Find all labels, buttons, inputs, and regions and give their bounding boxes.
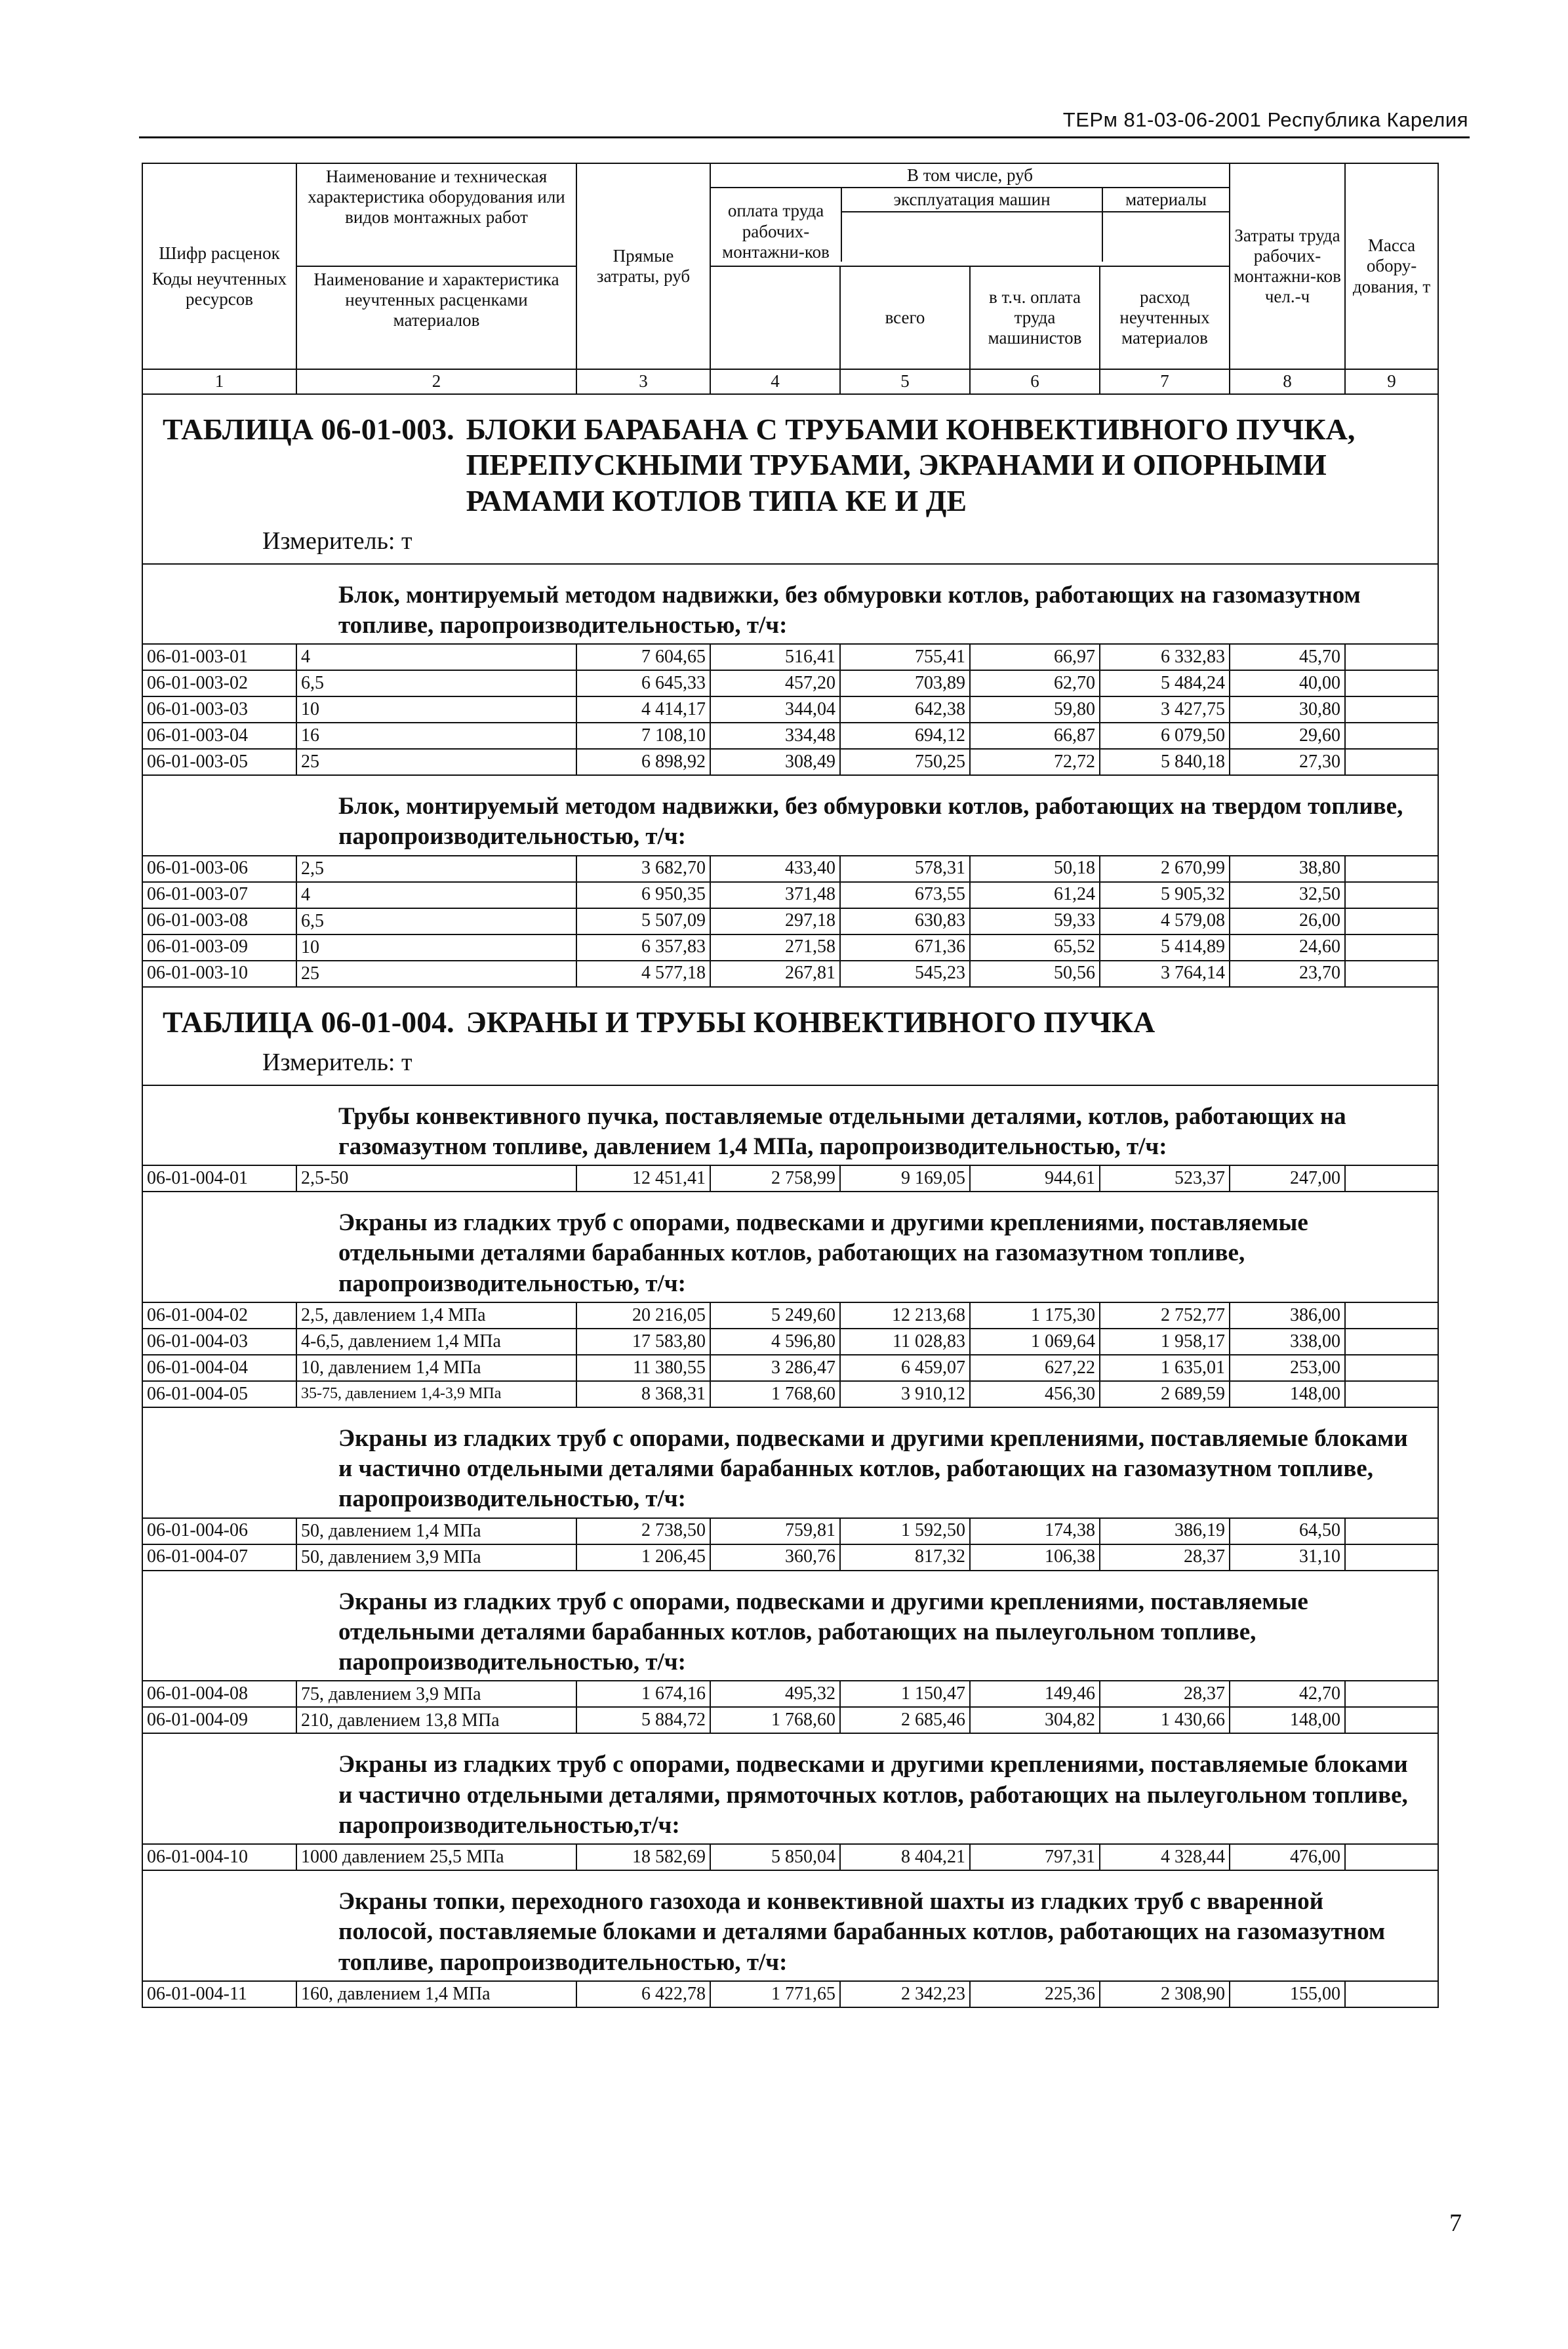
machines-total: 671,36 — [840, 934, 970, 961]
materials-cost: 6 332,83 — [1100, 644, 1230, 670]
group-caption: Блок, монтируемый методом надвижки, без обмуровки котлов, работающих на твердом топливе, паропроизводительностью, т/ч: — [142, 775, 1438, 856]
materials-cost: 2 308,90 — [1100, 1981, 1230, 2007]
machines-total: 703,89 — [840, 670, 970, 696]
machinists-pay: 66,87 — [970, 723, 1100, 749]
direct-cost: 20 216,05 — [576, 1302, 710, 1329]
direct-cost: 6 357,83 — [576, 934, 710, 961]
equipment-mass — [1345, 1544, 1438, 1571]
meter-label: Измеритель: т — [142, 1045, 1438, 1085]
machinists-pay: 944,61 — [970, 1165, 1100, 1192]
col-direct: Прямые затраты, руб — [576, 163, 710, 369]
labor-hours: 42,70 — [1230, 1681, 1345, 1707]
materials-cost: 5 840,18 — [1100, 749, 1230, 775]
equipment-mass — [1345, 1518, 1438, 1544]
rate-capacity: 25 — [296, 961, 576, 987]
col-num: 7 — [1100, 369, 1230, 394]
labor-pay: 4 596,80 — [710, 1329, 840, 1355]
rate-capacity: 4-6,5, давлением 1,4 МПа — [296, 1329, 576, 1355]
rate-code: 06-01-004-02 — [142, 1302, 296, 1329]
machines-total: 11 028,83 — [840, 1329, 970, 1355]
table-row — [142, 1302, 1438, 1329]
direct-cost: 7 108,10 — [576, 723, 710, 749]
equipment-mass — [1345, 1681, 1438, 1707]
equipment-mass — [1345, 882, 1438, 908]
machinists-pay: 50,18 — [970, 856, 1100, 882]
equipment-mass — [1345, 723, 1438, 749]
labor-hours: 26,00 — [1230, 908, 1345, 934]
materials-cost: 28,37 — [1100, 1681, 1230, 1707]
table-label: ТАБЛИЦА 06-01-004. — [163, 1005, 454, 1039]
direct-cost: 11 380,55 — [576, 1355, 710, 1381]
group-caption-row — [142, 775, 1438, 856]
labor-hours: 32,50 — [1230, 882, 1345, 908]
labor-hours: 386,00 — [1230, 1302, 1345, 1329]
direct-cost: 6 422,78 — [576, 1981, 710, 2007]
labor-pay: 1 771,65 — [710, 1981, 840, 2007]
machines-total: 2 342,23 — [840, 1981, 970, 2007]
machines-total: 750,25 — [840, 749, 970, 775]
machines-total: 673,55 — [840, 882, 970, 908]
equipment-mass — [1345, 908, 1438, 934]
materials-cost: 523,37 — [1100, 1165, 1230, 1192]
table-row — [142, 882, 1438, 908]
rate-capacity: 2,5, давлением 1,4 МПа — [296, 1302, 576, 1329]
table-meter — [142, 1045, 1438, 1085]
rate-code: 06-01-004-04 — [142, 1355, 296, 1381]
group-caption: Экраны из гладких труб с опорами, подвесками и другими креплениями, поставляемые отдельными деталями барабанных котлов, работающих на газомазутном топливе, паропроизводительностью, т/ч: — [142, 1192, 1438, 1302]
materials-cost: 1 430,66 — [1100, 1707, 1230, 1733]
materials-cost: 1 635,01 — [1100, 1355, 1230, 1381]
page-number: 7 — [1449, 2209, 1462, 2237]
rate-code: 06-01-004-08 — [142, 1681, 296, 1707]
materials-cost: 2 689,59 — [1100, 1381, 1230, 1407]
rate-capacity: 160, давлением 1,4 МПа — [296, 1981, 576, 2007]
equipment-mass — [1345, 1844, 1438, 1870]
labor-hours: 30,80 — [1230, 696, 1345, 723]
rate-code: 06-01-003-10 — [142, 961, 296, 987]
equipment-mass — [1345, 1381, 1438, 1407]
rates-table — [142, 163, 1439, 2008]
table-row — [142, 1544, 1438, 1571]
col-name-top: Наименование и техническая характеристика оборудования или видов монтажных работ — [296, 163, 576, 266]
labor-pay: 516,41 — [710, 644, 840, 670]
group-caption-row — [142, 1870, 1438, 1981]
group-caption-row — [142, 1407, 1438, 1518]
col-labor-cost: Затраты труда рабочих-монтажни-ков чел.-ч — [1230, 163, 1345, 369]
machinists-pay: 106,38 — [970, 1544, 1100, 1571]
col-num: 3 — [576, 369, 710, 394]
equipment-mass — [1345, 1981, 1438, 2007]
direct-cost: 4 414,17 — [576, 696, 710, 723]
machines-total: 578,31 — [840, 856, 970, 882]
direct-cost: 1 674,16 — [576, 1681, 710, 1707]
running-header: ТЕРм 81-03-06-2001 Республика Карелия — [1062, 108, 1468, 131]
group-caption-row — [142, 1192, 1438, 1302]
rate-capacity: 75, давлением 3,9 МПа — [296, 1681, 576, 1707]
machinists-pay: 225,36 — [970, 1981, 1100, 2007]
machines-total: 2 685,46 — [840, 1707, 970, 1733]
machinists-pay: 456,30 — [970, 1381, 1100, 1407]
col-machinists: в т.ч. оплата труда машинистов — [970, 266, 1100, 369]
labor-hours: 24,60 — [1230, 934, 1345, 961]
labor-hours: 247,00 — [1230, 1165, 1345, 1192]
table-meter — [142, 524, 1438, 564]
labor-hours: 476,00 — [1230, 1844, 1345, 1870]
table-row — [142, 1518, 1438, 1544]
col-num: 8 — [1230, 369, 1345, 394]
col-machines: эксплуатация машин — [842, 188, 1102, 212]
equipment-mass — [1345, 670, 1438, 696]
direct-cost: 6 898,92 — [576, 749, 710, 775]
equipment-mass — [1345, 1355, 1438, 1381]
labor-pay: 5 850,04 — [710, 1844, 840, 1870]
equipment-mass — [1345, 1707, 1438, 1733]
col-num: 2 — [296, 369, 576, 394]
labor-pay: 457,20 — [710, 670, 840, 696]
machinists-pay: 149,46 — [970, 1681, 1100, 1707]
table-row — [142, 961, 1438, 987]
materials-cost: 4 328,44 — [1100, 1844, 1230, 1870]
direct-cost: 7 604,65 — [576, 644, 710, 670]
labor-pay: 759,81 — [710, 1518, 840, 1544]
direct-cost: 1 206,45 — [576, 1544, 710, 1571]
materials-cost: 2 752,77 — [1100, 1302, 1230, 1329]
rate-capacity: 4 — [296, 882, 576, 908]
col-num: 1 — [142, 369, 296, 394]
rate-code: 06-01-003-05 — [142, 749, 296, 775]
col-materials: материалы — [1103, 188, 1229, 212]
table-row — [142, 1844, 1438, 1870]
rate-capacity: 16 — [296, 723, 576, 749]
table-row — [142, 934, 1438, 961]
materials-cost: 5 905,32 — [1100, 882, 1230, 908]
machines-total: 630,83 — [840, 908, 970, 934]
machinists-pay: 1 175,30 — [970, 1302, 1100, 1329]
equipment-mass — [1345, 1302, 1438, 1329]
machinists-pay: 62,70 — [970, 670, 1100, 696]
table-row — [142, 1381, 1438, 1407]
materials-cost: 386,19 — [1100, 1518, 1230, 1544]
group-caption-row — [142, 1733, 1438, 1844]
equipment-mass — [1345, 696, 1438, 723]
equipment-mass — [1345, 749, 1438, 775]
machines-total: 817,32 — [840, 1544, 970, 1571]
machines-total: 545,23 — [840, 961, 970, 987]
group-caption: Экраны топки, переходного газохода и конвективной шахты из гладких труб с вваренной полосой, поставляемые блоками и деталями барабанных котлов, работающих на газомазутном топливе, паропроизводительностью, т/ч: — [142, 1870, 1438, 1981]
direct-cost: 17 583,80 — [576, 1329, 710, 1355]
materials-cost: 5 484,24 — [1100, 670, 1230, 696]
rate-code: 06-01-003-01 — [142, 644, 296, 670]
col-name-bottom: Наименование и характеристика неучтенных расценками материалов — [296, 266, 576, 369]
machinists-pay: 59,33 — [970, 908, 1100, 934]
labor-pay: 344,04 — [710, 696, 840, 723]
col-code-bottom: Коды неучтенных ресурсов — [142, 266, 296, 369]
materials-cost: 2 670,99 — [1100, 856, 1230, 882]
materials-cost: 4 579,08 — [1100, 908, 1230, 934]
labor-hours: 155,00 — [1230, 1981, 1345, 2007]
direct-cost: 5 884,72 — [576, 1707, 710, 1733]
rate-capacity: 6,5 — [296, 670, 576, 696]
rate-code: 06-01-004-10 — [142, 1844, 296, 1870]
equipment-mass — [1345, 934, 1438, 961]
machinists-pay: 627,22 — [970, 1355, 1100, 1381]
labor-hours: 40,00 — [1230, 670, 1345, 696]
direct-cost: 3 682,70 — [576, 856, 710, 882]
rate-capacity: 1000 давлением 25,5 МПа — [296, 1844, 576, 1870]
group-caption-row — [142, 1571, 1438, 1681]
materials-cost: 1 958,17 — [1100, 1329, 1230, 1355]
rate-code: 06-01-004-06 — [142, 1518, 296, 1544]
rate-code: 06-01-003-03 — [142, 696, 296, 723]
table-section-title — [142, 394, 1438, 524]
rate-capacity: 50, давлением 1,4 МПа — [296, 1518, 576, 1544]
machines-total: 1 592,50 — [840, 1518, 970, 1544]
group-caption: Блок, монтируемый методом надвижки, без обмуровки котлов, работающих на газомазутном топливе, паропроизводительностью, т/ч: — [142, 564, 1438, 645]
col-num: 6 — [970, 369, 1100, 394]
labor-pay: 1 768,60 — [710, 1707, 840, 1733]
rate-code: 06-01-004-07 — [142, 1544, 296, 1571]
labor-pay: 267,81 — [710, 961, 840, 987]
col-including-group — [710, 163, 1230, 266]
direct-cost: 4 577,18 — [576, 961, 710, 987]
table-row — [142, 644, 1438, 670]
header-row-1 — [142, 163, 1438, 266]
rate-code: 06-01-004-11 — [142, 1981, 296, 2007]
table-row — [142, 1707, 1438, 1733]
rate-code: 06-01-003-02 — [142, 670, 296, 696]
group-caption: Экраны из гладких труб с опорами, подвесками и другими креплениями, поставляемые блоками и частично отдельными деталями, прямоточных котлов, работающих на пылеугольном топливе, паропроизводительностью,т/ч: — [142, 1733, 1438, 1844]
direct-cost: 18 582,69 — [576, 1844, 710, 1870]
group-caption: Экраны из гладких труб с опорами, подвесками и другими креплениями, поставляемые отдельными деталями барабанных котлов, работающих на пылеугольном топливе, паропроизводительностью, т/ч: — [142, 1571, 1438, 1681]
machinists-pay: 174,38 — [970, 1518, 1100, 1544]
labor-hours: 253,00 — [1230, 1355, 1345, 1381]
labor-hours: 45,70 — [1230, 644, 1345, 670]
machinists-pay: 59,80 — [970, 696, 1100, 723]
labor-pay: 371,48 — [710, 882, 840, 908]
rate-capacity: 10 — [296, 934, 576, 961]
machines-total: 755,41 — [840, 644, 970, 670]
labor-pay: 1 768,60 — [710, 1381, 840, 1407]
labor-pay: 334,48 — [710, 723, 840, 749]
table-section-title — [142, 987, 1438, 1045]
labor-hours: 38,80 — [1230, 856, 1345, 882]
equipment-mass — [1345, 1329, 1438, 1355]
rate-code: 06-01-004-09 — [142, 1707, 296, 1733]
rate-code: 06-01-004-01 — [142, 1165, 296, 1192]
machines-total: 12 213,68 — [840, 1302, 970, 1329]
rate-capacity: 50, давлением 3,9 МПа — [296, 1544, 576, 1571]
col-labor-pay: оплата труда рабочих-монтажни-ков — [711, 188, 842, 262]
col-including: В том числе, руб — [711, 164, 1229, 188]
machines-total: 6 459,07 — [840, 1355, 970, 1381]
rate-capacity: 210, давлением 13,8 МПа — [296, 1707, 576, 1733]
meter-label: Измеритель: т — [142, 524, 1438, 564]
equipment-mass — [1345, 644, 1438, 670]
rate-capacity: 35-75, давлением 1,4-3,9 МПа — [296, 1381, 576, 1407]
equipment-mass — [1345, 856, 1438, 882]
column-numbers-row — [142, 369, 1438, 394]
labor-hours: 23,70 — [1230, 961, 1345, 987]
table-row — [142, 1165, 1438, 1192]
col-mass: Масса обору-дования, т — [1345, 163, 1438, 369]
machines-total: 642,38 — [840, 696, 970, 723]
rate-code: 06-01-004-03 — [142, 1329, 296, 1355]
labor-pay: 3 286,47 — [710, 1355, 840, 1381]
direct-cost: 6 645,33 — [576, 670, 710, 696]
labor-pay: 271,58 — [710, 934, 840, 961]
machines-total: 1 150,47 — [840, 1681, 970, 1707]
labor-hours: 148,00 — [1230, 1707, 1345, 1733]
equipment-mass — [1345, 961, 1438, 987]
labor-hours: 148,00 — [1230, 1381, 1345, 1407]
materials-cost: 28,37 — [1100, 1544, 1230, 1571]
machines-total: 3 910,12 — [840, 1381, 970, 1407]
col-num: 4 — [710, 369, 840, 394]
col-code-top: Шифр расценок — [142, 163, 296, 266]
table-row — [142, 723, 1438, 749]
machinists-pay: 304,82 — [970, 1707, 1100, 1733]
equipment-mass — [1345, 1165, 1438, 1192]
rate-capacity: 4 — [296, 644, 576, 670]
labor-pay: 297,18 — [710, 908, 840, 934]
labor-pay: 5 249,60 — [710, 1302, 840, 1329]
group-caption: Трубы конвективного пучка, поставляемые отдельными деталями, котлов, работающих на газомазутном топливе, давлением 1,4 МПа, паропроизводительностью, т/ч: — [142, 1085, 1438, 1166]
machinists-pay: 61,24 — [970, 882, 1100, 908]
table-row — [142, 670, 1438, 696]
materials-cost: 5 414,89 — [1100, 934, 1230, 961]
rate-code: 06-01-003-04 — [142, 723, 296, 749]
rate-capacity: 25 — [296, 749, 576, 775]
table-row — [142, 1355, 1438, 1381]
machines-total: 8 404,21 — [840, 1844, 970, 1870]
machinists-pay: 797,31 — [970, 1844, 1100, 1870]
col-num: 9 — [1345, 369, 1438, 394]
machinists-pay: 66,97 — [970, 644, 1100, 670]
direct-cost: 2 738,50 — [576, 1518, 710, 1544]
table-title: БЛОКИ БАРАБАНА С ТРУБАМИ КОНВЕКТИВНОГО ПУЧКА, ПЕРЕПУСКНЫМИ ТРУБАМИ, ЭКРАНАМИ И ОПОРНЫМИ РАМАМИ КОТЛОВ ТИПА КЕ И ДЕ — [466, 412, 1356, 517]
group-caption: Экраны из гладких труб с опорами, подвесками и другими креплениями, поставляемые блоками и частично отдельными деталями барабанных котлов, работающих на газомазутном топливе, паропроизводительностью, т/ч: — [142, 1407, 1438, 1518]
labor-hours: 338,00 — [1230, 1329, 1345, 1355]
table-row — [142, 749, 1438, 775]
col-machines-total: всего — [840, 266, 970, 369]
labor-pay: 308,49 — [710, 749, 840, 775]
materials-cost: 3 427,75 — [1100, 696, 1230, 723]
rate-capacity: 10 — [296, 696, 576, 723]
machinists-pay: 72,72 — [970, 749, 1100, 775]
rate-capacity: 10, давлением 1,4 МПа — [296, 1355, 576, 1381]
rate-code: 06-01-004-05 — [142, 1381, 296, 1407]
machines-total: 9 169,05 — [840, 1165, 970, 1192]
table-row — [142, 1329, 1438, 1355]
group-caption-row — [142, 1085, 1438, 1166]
rate-code: 06-01-003-07 — [142, 882, 296, 908]
labor-hours: 27,30 — [1230, 749, 1345, 775]
labor-pay: 2 758,99 — [710, 1165, 840, 1192]
col-materials-use: расход неучтенных материалов — [1100, 266, 1230, 369]
labor-hours: 29,60 — [1230, 723, 1345, 749]
machinists-pay: 50,56 — [970, 961, 1100, 987]
materials-cost: 6 079,50 — [1100, 723, 1230, 749]
rate-code: 06-01-003-08 — [142, 908, 296, 934]
table-row — [142, 696, 1438, 723]
machinists-pay: 1 069,64 — [970, 1329, 1100, 1355]
materials-cost: 3 764,14 — [1100, 961, 1230, 987]
group-caption-row — [142, 564, 1438, 645]
header-rule — [139, 136, 1470, 138]
table-row — [142, 908, 1438, 934]
table-label: ТАБЛИЦА 06-01-003. — [163, 412, 454, 446]
table-row — [142, 856, 1438, 882]
rate-capacity: 6,5 — [296, 908, 576, 934]
rate-capacity: 2,5-50 — [296, 1165, 576, 1192]
machinists-pay: 65,52 — [970, 934, 1100, 961]
labor-pay: 433,40 — [710, 856, 840, 882]
direct-cost: 6 950,35 — [576, 882, 710, 908]
table-row — [142, 1681, 1438, 1707]
rate-code: 06-01-003-09 — [142, 934, 296, 961]
labor-pay: 495,32 — [710, 1681, 840, 1707]
labor-hours: 31,10 — [1230, 1544, 1345, 1571]
direct-cost: 12 451,41 — [576, 1165, 710, 1192]
labor-hours: 64,50 — [1230, 1518, 1345, 1544]
rate-capacity: 2,5 — [296, 856, 576, 882]
labor-pay: 360,76 — [710, 1544, 840, 1571]
col-num: 5 — [840, 369, 970, 394]
direct-cost: 8 368,31 — [576, 1381, 710, 1407]
table-title: ЭКРАНЫ И ТРУБЫ КОНВЕКТИВНОГО ПУЧКА — [466, 1005, 1156, 1039]
table-row — [142, 1981, 1438, 2007]
direct-cost: 5 507,09 — [576, 908, 710, 934]
rate-code: 06-01-003-06 — [142, 856, 296, 882]
machines-total: 694,12 — [840, 723, 970, 749]
